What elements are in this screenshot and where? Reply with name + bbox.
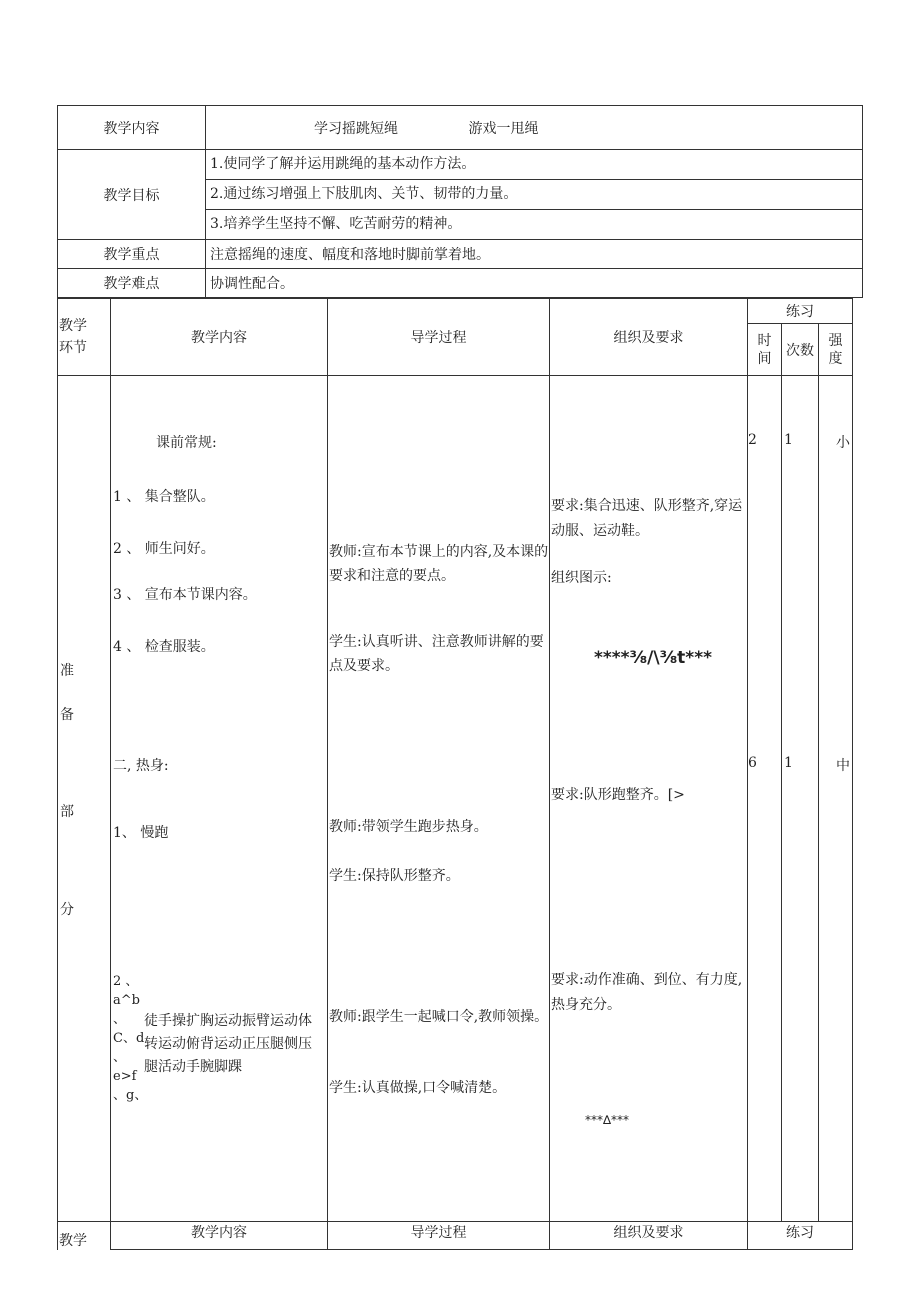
org-req-3: 要求:动作准确、到位、有力度,热身充分。 <box>551 972 743 1013</box>
goal-label: 教学目标 <box>58 150 206 240</box>
routine-item: 1 、 集合整队。 <box>113 489 215 505</box>
org-diagram-label: 组织图示: <box>551 570 612 586</box>
intensity-value: 中 <box>836 758 851 774</box>
process-student-3: 学生:认真做操,口令喊清楚。 <box>329 1080 507 1096</box>
header-practice: 练习 <box>748 299 853 324</box>
intensity-cell <box>819 376 853 1222</box>
process-teacher-1: 教师:宣布本节课上的内容,及本课的要求和注意的要点。 <box>329 544 549 584</box>
lesson-info-table <box>57 105 863 298</box>
time-value: 6 <box>748 755 757 771</box>
stage-char: 准 <box>60 663 74 679</box>
lesson-plan-table <box>57 298 853 1222</box>
item2-text: 徒手操扩胸运动振臂运动体转运动俯背运动正压腿侧压腿活动手腕脚踝 <box>144 1013 312 1075</box>
goal-item: 2.通过练习增强上下肢肌肉、关节、韧带的力量。 <box>206 180 862 210</box>
warmup-title: 二, 热身: <box>113 758 169 774</box>
formation-diagram-2: ***∆*** <box>585 1113 630 1127</box>
difficulty-value: 协调性配合。 <box>206 269 863 298</box>
stage-char: 备 <box>60 707 74 723</box>
time-cell <box>748 376 782 1222</box>
content-value-1: 学习摇跳短绳 <box>314 120 398 137</box>
formation-diagram-1: ****⅜/\⅜t*** <box>594 648 712 668</box>
org-cell <box>550 376 748 1222</box>
routine-title: 课前常规: <box>156 435 217 451</box>
goal-item: 3.培养学生坚持不懈、吃苦耐劳的精神。 <box>210 216 462 232</box>
header-content: 教学内容 <box>111 299 328 376</box>
stage-cell <box>58 376 111 1222</box>
process-student-2: 学生:保持队形整齐。 <box>329 868 460 884</box>
content-cell <box>111 376 328 1222</box>
process-cell <box>328 376 550 1222</box>
content-value-2: 游戏一甩绳 <box>468 120 539 137</box>
warmup-jog: 1、 慢跑 <box>113 825 169 841</box>
header-count: 次数 <box>782 324 819 376</box>
routine-item: 2 、 师生问好。 <box>113 541 215 557</box>
time-value: 2 <box>748 432 757 448</box>
header-time: 时 间 <box>748 324 782 376</box>
footer-practice: 练习 <box>748 1222 853 1250</box>
process-teacher-3: 教师:跟学生一起喊口令,教师领操。 <box>329 1009 549 1025</box>
footer-stage: 教学 <box>58 1222 111 1250</box>
goal-item: 1.使同学了解并运用跳绳的基本动作方法。 <box>206 150 862 180</box>
count-value: 1 <box>784 432 793 448</box>
header-stage: 教学 环节 <box>58 299 111 376</box>
difficulty-label: 教学难点 <box>58 269 206 298</box>
routine-item: 3 、 宣布本节课内容。 <box>113 587 257 603</box>
content-value <box>206 106 863 150</box>
footer-org: 组织及要求 <box>550 1222 748 1250</box>
stage-char: 分 <box>60 902 74 918</box>
footer-content: 教学内容 <box>111 1222 328 1250</box>
org-req-2: 要求:队形跑整齐。[> <box>551 787 685 803</box>
org-req-1: 要求:集合迅速、队形整齐,穿运动服、运动鞋。 <box>551 498 743 539</box>
next-page-header <box>57 1221 853 1250</box>
key-value: 注意摇绳的速度、幅度和落地时脚前掌着地。 <box>206 240 863 269</box>
count-cell <box>782 376 819 1222</box>
intensity-value: 小 <box>836 435 851 451</box>
item2-markers: 2 、 a^b 、 C、d 、 e>f 、g、 <box>113 974 148 1103</box>
goal-list <box>206 150 863 240</box>
stage-char: 部 <box>60 804 74 820</box>
content-label: 教学内容 <box>58 106 206 150</box>
key-label: 教学重点 <box>58 240 206 269</box>
process-student-1: 学生:认真听讲、注意教师讲解的要点及要求。 <box>329 634 544 674</box>
header-org: 组织及要求 <box>550 299 748 376</box>
header-process: 导学过程 <box>328 299 550 376</box>
header-intensity: 强 度 <box>819 324 853 376</box>
count-value: 1 <box>784 755 793 771</box>
routine-item: 4 、 检查服装。 <box>113 639 215 655</box>
footer-process: 导学过程 <box>328 1222 550 1250</box>
process-teacher-2: 教师:带领学生跑步热身。 <box>329 819 488 835</box>
